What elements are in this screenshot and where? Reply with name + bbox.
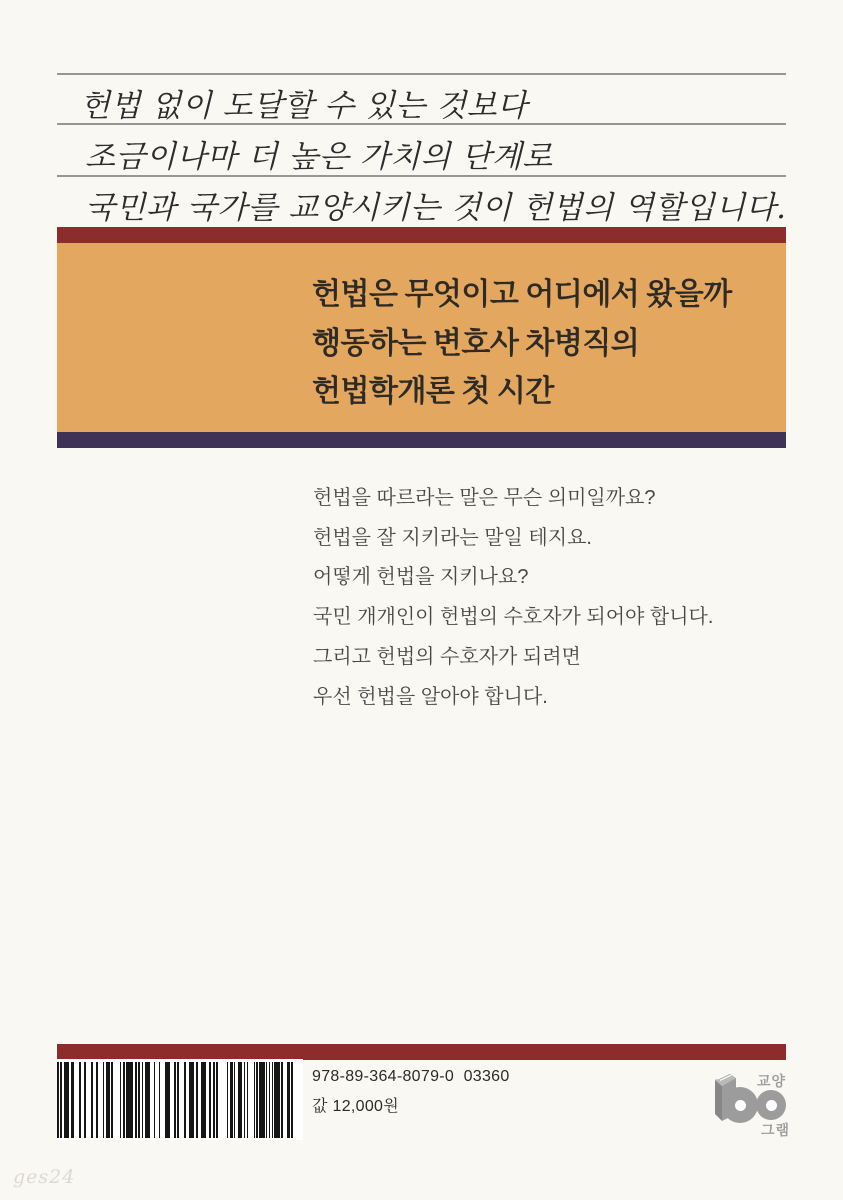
banner-title-line-2: 행동하는 변호사 차병직의 [312,326,640,360]
handwritten-quote-line-1: 헌법 없이 도달할 수 있는 것보다 [80,88,528,124]
handwritten-quote-line-2: 조금이나마 더 높은 가치의 단계로 [85,139,553,175]
banner-top-stripe [57,227,786,243]
logo-circle-dot [766,1100,777,1111]
logo-circle-icon [722,1087,758,1123]
blurb-line: 헌법을 잘 지키라는 말일 테지요. [313,526,592,549]
footer-stripe [57,1044,786,1060]
logo-circle-dot [735,1100,746,1111]
logo-label-top: 교양 [757,1073,787,1089]
banner-title-line-1: 헌법은 무엇이고 어디에서 왔을까 [312,278,732,311]
blurb-line: 국민 개개인이 헌법의 수호자가 되어야 합니다. [313,606,714,629]
barcode-addon [227,1062,293,1138]
publisher-logo [705,1068,793,1140]
banner-bottom-stripe [57,432,786,448]
isbn-number: 978-89-364-8079-0 03360 [312,1068,510,1085]
logo-label-bottom: 그램 [761,1122,791,1138]
barcode-area [57,1059,303,1140]
title-banner [57,227,786,448]
blurb-line: 어떻게 헌법을 지키나요? [313,566,529,589]
handwritten-quote-line-3: 국민과 국가를 교양시키는 것이 헌법의 역할입니다. [85,190,787,226]
logo-circle-icon [756,1090,786,1120]
blurb-line: 그리고 헌법의 수호자가 되려면 [313,645,581,668]
ruled-line [57,73,786,75]
banner-body [57,243,786,432]
blurb-line: 헌법을 따르라는 말은 무슨 의미일까요? [313,487,656,509]
blurb-line: 우선 헌법을 알아야 합니다. [313,685,548,708]
blurb-text [313,479,713,717]
barcode-main [57,1062,218,1138]
price-label: 값 12,000원 [312,1098,399,1115]
store-watermark: ges24 [13,1166,76,1188]
banner-title-line-3: 헌법학개론 첫 시간 [312,375,554,408]
